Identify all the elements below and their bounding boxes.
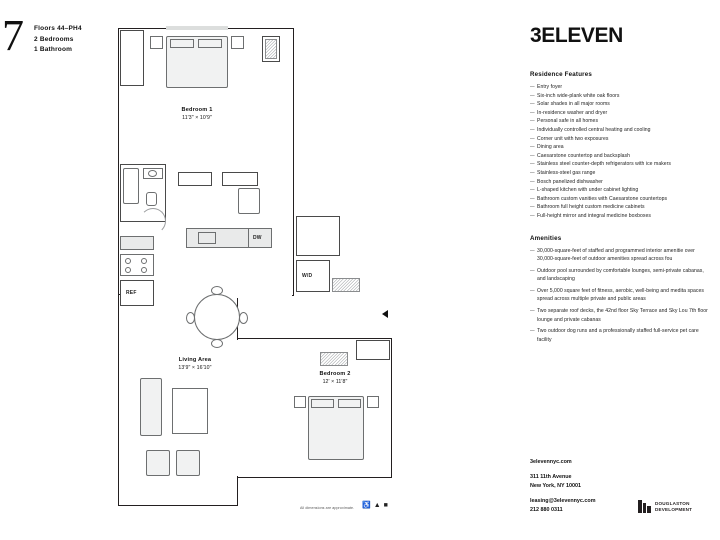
- feature-item: — In-residence washer and dryer: [530, 109, 708, 118]
- bedroom1-window-top: [166, 26, 228, 30]
- developer-logo: [638, 500, 692, 513]
- living-armchair-2: [176, 450, 200, 476]
- kitchen-sink: [198, 232, 216, 244]
- amenity-item: — Outdoor pool surrounded by comfortable lounges, semi-private cabanas, and landscaping: [530, 267, 708, 284]
- dishwasher-unit: [248, 228, 272, 248]
- floorplan-drawing: [110, 22, 410, 522]
- amenities-title: Amenities: [530, 234, 562, 242]
- address-line-1: 311 11th Avenue: [530, 474, 572, 480]
- amenity-item: — 30,000-square-feet of staffed and programmed interior amenitie over 30,000-square-feet of outdoor amenities spread across fou: [530, 247, 708, 264]
- brand-text: 3ELEVEN: [530, 24, 623, 47]
- feature-item: — Stainless steel counter-depth refrigerators with ice makers: [530, 160, 708, 169]
- feature-item: — Entry foyer: [530, 83, 708, 92]
- amenity-item: — Over 5,000 square feet of fitness, aerobic, well-being and medita spaces spread across multiple private and public areas: [530, 287, 708, 304]
- range-burner-2: [141, 258, 147, 264]
- unit-number: 7: [2, 11, 23, 60]
- bedroom1-bed-pillow-a: [170, 39, 194, 48]
- range-burner-1: [125, 258, 131, 264]
- contact-block: [530, 458, 595, 515]
- amenity-item: — Two outdoor dog runs and a professionally staffed full-service pet care facility: [530, 327, 708, 344]
- bedroom1-bed-pillow-b: [198, 39, 222, 48]
- bedroom1-label: Bedroom 1 11'3" × 10'9": [181, 107, 213, 121]
- feature-item: — Full-height mirror and integral medicine boxboxes: [530, 212, 708, 221]
- brand-wordmark: [530, 24, 708, 47]
- plan-footnote: All dimensions are approximate.: [300, 506, 355, 510]
- living-sofa: [140, 378, 162, 436]
- phone-number[interactable]: 212 880 0311: [530, 507, 563, 513]
- plan-icon-row: [362, 502, 388, 509]
- bedroom2-closet: [356, 340, 390, 360]
- dishwasher-tag: DW: [253, 235, 262, 241]
- washer-dryer-tag: W/D: [302, 273, 313, 279]
- living-area-label: Living Area 13'9" × 16'10": [178, 357, 212, 371]
- feature-item: — Caesarstone countertop and backsplash: [530, 152, 708, 161]
- bedroom2-bed-pillow-b: [338, 399, 361, 408]
- dining-chair-1: [211, 286, 223, 295]
- website-link[interactable]: 3elevennyc.com: [530, 459, 572, 465]
- range-unit: [120, 254, 154, 276]
- unit-meta: [34, 24, 82, 56]
- unit-bedrooms: 2 Bedrooms: [34, 35, 74, 43]
- hall-closet-2: [222, 172, 258, 186]
- residence-features-title: Residence Features: [530, 71, 593, 78]
- stair-icon: ■: [383, 502, 388, 509]
- feature-item: — Bathroom full height custom medicine cabinets: [530, 203, 708, 212]
- feature-item: — Personal safe in all homes: [530, 117, 708, 126]
- unit-bathrooms: 1 Bathroom: [34, 46, 73, 53]
- range-burner-3: [125, 267, 131, 273]
- residence-features-list: [530, 83, 708, 221]
- feature-item: — Dining area: [530, 143, 708, 152]
- bathroom-sink-basin: [148, 170, 157, 177]
- email-link[interactable]: leasing@3elevennyc.com: [530, 498, 596, 504]
- feature-item: — Individually controlled central heating and cooling: [530, 126, 708, 135]
- range-burner-4: [141, 267, 147, 273]
- kitchen-counter-left-outline: [120, 236, 154, 250]
- feature-item: — Stainless-steel gas range: [530, 169, 708, 178]
- dining-chair-4: [239, 312, 248, 324]
- unit-floors: Floors 44–PH4: [34, 25, 82, 32]
- developer-name-line1: DOUGLASTON: [655, 500, 690, 506]
- bathroom-door-swing: [140, 208, 166, 234]
- bedroom2-nightstand-left: [294, 396, 306, 408]
- bedroom2-bed-pillow-a: [311, 399, 334, 408]
- refrigerator-tag: REF: [126, 290, 137, 296]
- entry-foyer: [296, 216, 340, 256]
- info-panel: [530, 24, 708, 347]
- feature-item: — Bathroom custom vanities with Caesarstone countertops: [530, 195, 708, 204]
- bathtub: [123, 168, 139, 204]
- elevator-icon: ▲: [373, 502, 381, 509]
- address-line-2: New York, NY 10001: [530, 483, 581, 489]
- bedroom1-nightstand-left: [150, 36, 163, 49]
- entry-door-arrow: [382, 310, 388, 318]
- hall-closet-door-a: [238, 188, 260, 214]
- living-armchair-1: [146, 450, 170, 476]
- dining-table: [194, 294, 240, 340]
- living-window-hatch: [332, 278, 360, 292]
- dining-chair-3: [186, 312, 195, 324]
- feature-item: — Six-inch wide-plank white oak floors: [530, 92, 708, 101]
- feature-item: — Corner unit with two exposures: [530, 135, 708, 144]
- feature-item: — Bosch panelized dishwasher: [530, 178, 708, 187]
- feature-item: — Solar shades in all major rooms: [530, 100, 708, 109]
- douglaston-mark-icon: [638, 500, 651, 513]
- dining-chair-2: [211, 339, 223, 348]
- amenities-list: [530, 247, 708, 345]
- hall-closet-1: [178, 172, 212, 186]
- feature-item: — L-shaped kitchen with under cabinet lighting: [530, 186, 708, 195]
- utility-shaft-hatch: [265, 39, 277, 59]
- living-coffee-table: [172, 388, 208, 434]
- bedroom2-label: Bedroom 2 12' × 11'8": [319, 371, 351, 385]
- accessible-icon: ♿: [362, 502, 371, 509]
- amenity-item: — Two separate roof decks, the 42nd floor Sky Terrace and Sky Lou 7th floor lounge and private cabanas: [530, 307, 708, 324]
- toilet: [146, 192, 157, 206]
- developer-name: [655, 501, 692, 512]
- bedroom1-closet-left: [120, 30, 144, 86]
- bedroom2-nightstand-right: [367, 396, 379, 408]
- bedroom2-window-hatch: [320, 352, 348, 366]
- developer-name-line2: DEVELOPMENT: [655, 506, 693, 512]
- bedroom1-nightstand-right: [231, 36, 244, 49]
